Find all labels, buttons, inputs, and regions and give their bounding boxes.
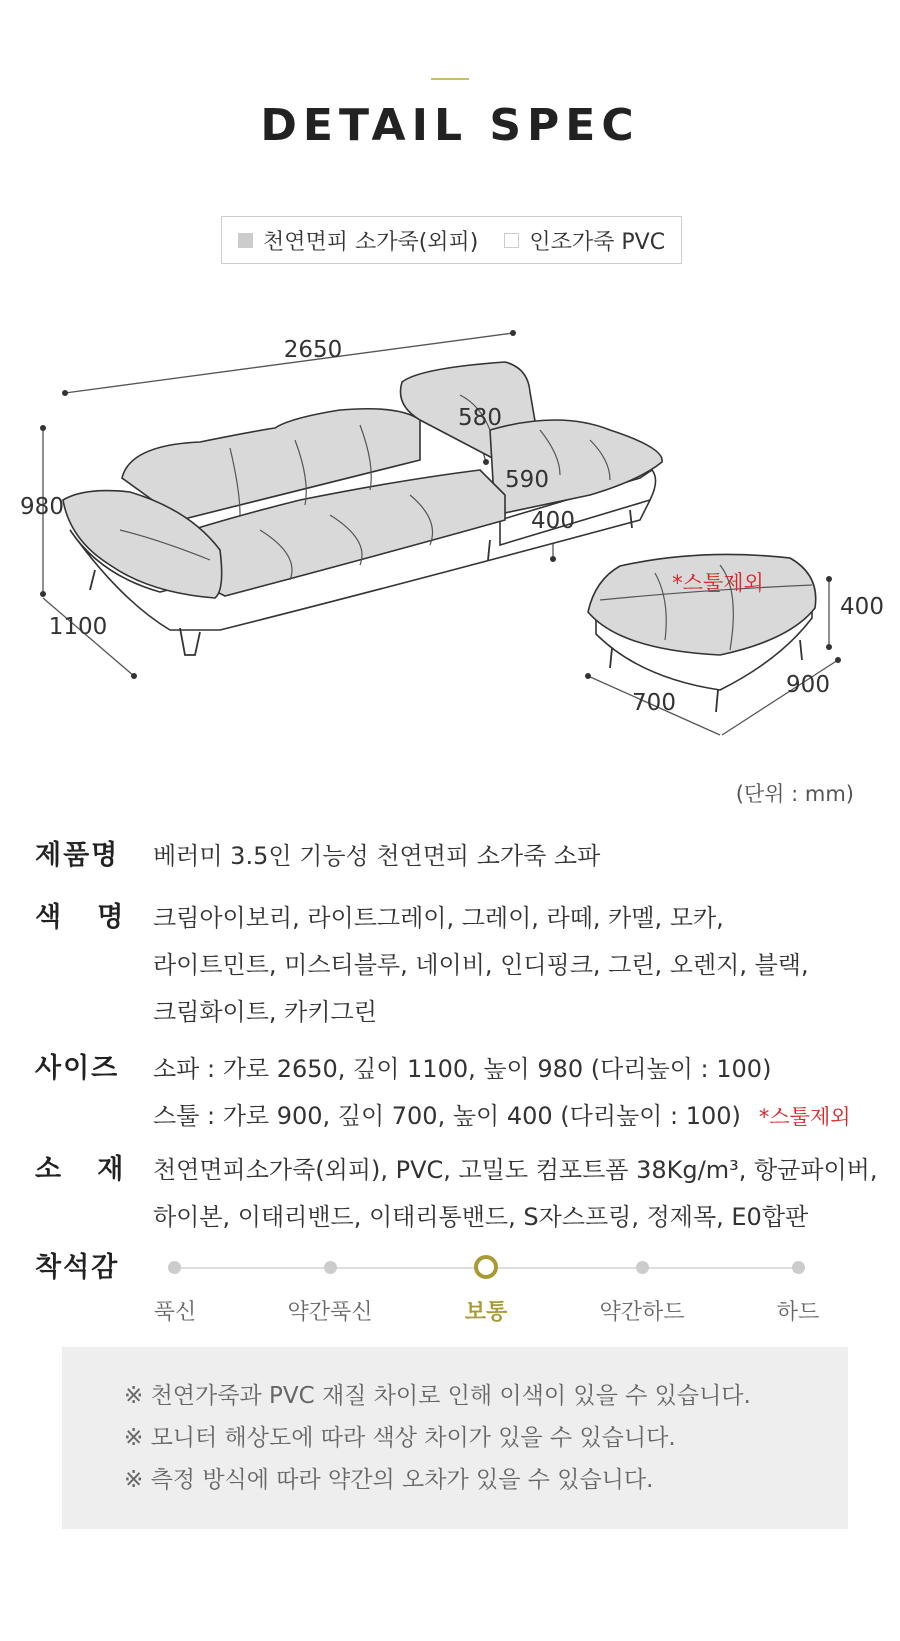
material-legend bbox=[221, 216, 682, 264]
spec-line: 소파 : 가로 2650, 깊이 1100, 높이 980 (다리높이 : 100) bbox=[153, 1055, 772, 1083]
unit-note: (단위 : mm) bbox=[735, 782, 854, 806]
spec-line: 크림화이트, 카키그린 bbox=[153, 998, 377, 1026]
firmness-level-label: 푹신 bbox=[153, 1300, 197, 1325]
spec-label: 소 재 bbox=[35, 1154, 126, 1185]
spec-label: 색 명 bbox=[35, 902, 126, 933]
spec-line: 크림아이보리, 라이트그레이, 그레이, 라떼, 카멜, 모카, bbox=[153, 904, 724, 932]
stool-exclusion-note: *스툴제외 bbox=[672, 571, 764, 595]
spec-value bbox=[153, 833, 600, 880]
spec-label: 사이즈 bbox=[35, 1053, 120, 1084]
firmness-level-label: 약간푹신 bbox=[287, 1300, 373, 1325]
spec-line: 라이트민트, 미스티블루, 네이비, 인디핑크, 그린, 오렌지, 블랙, bbox=[153, 951, 809, 979]
firmness-scale bbox=[137, 1250, 837, 1340]
filled-swatch-icon bbox=[238, 233, 253, 248]
firmness-point-selected bbox=[474, 1255, 498, 1279]
sofa-height-label: 980 bbox=[20, 494, 64, 520]
spec-label: 제품명 bbox=[35, 840, 120, 871]
spec-value bbox=[153, 895, 809, 1036]
sofa-width-label: 2650 bbox=[283, 337, 343, 363]
spec-line: 천연면피소가죽(외피), PVC, 고밀도 컴포트폼 38Kg/m³, 항균파이버, bbox=[153, 1156, 878, 1184]
page-title: DETAIL SPEC bbox=[260, 100, 640, 151]
firmness-level-label-selected: 보통 bbox=[464, 1300, 508, 1325]
empty-swatch-icon bbox=[504, 233, 519, 248]
notice-line: ※ 측정 방식에 따라 약간의 오차가 있을 수 있습니다. bbox=[124, 1467, 654, 1493]
notice-box bbox=[62, 1347, 848, 1529]
notice-line: ※ 천연가죽과 PVC 재질 차이로 인해 이색이 있을 수 있습니다. bbox=[124, 1383, 751, 1409]
stool-depth-label: 700 bbox=[632, 690, 676, 716]
notice-line: ※ 모니터 해상도에 따라 색상 차이가 있을 수 있습니다. bbox=[124, 1425, 676, 1451]
chaise-length-label: 580 bbox=[458, 405, 502, 431]
stool-exclusion-note: *스툴제외 bbox=[758, 1105, 851, 1129]
stool-height-label: 400 bbox=[840, 594, 884, 620]
spec-line: 하이본, 이태리밴드, 이태리통밴드, S자스프링, 정제목, E0합판 bbox=[153, 1203, 809, 1231]
legend-label: 천연면피 소가죽(외피) bbox=[262, 229, 479, 255]
firmness-point bbox=[792, 1261, 805, 1274]
firmness-point bbox=[636, 1261, 649, 1274]
seat-height-label: 400 bbox=[531, 508, 575, 534]
title-accent-line bbox=[431, 78, 469, 80]
spec-line: 베러미 3.5인 기능성 천연면피 소가죽 소파 bbox=[153, 842, 601, 870]
legend-item-pvc bbox=[504, 225, 665, 256]
stool-width-label: 900 bbox=[786, 672, 830, 698]
spec-label: 착석감 bbox=[35, 1252, 120, 1283]
sofa-depth-label: 1100 bbox=[48, 614, 108, 640]
firmness-point bbox=[324, 1261, 337, 1274]
spec-value bbox=[153, 1046, 851, 1141]
spec-line-with-note bbox=[153, 1093, 851, 1141]
firmness-level-label: 하드 bbox=[776, 1300, 820, 1325]
legend-item-leather bbox=[238, 225, 478, 256]
spec-value bbox=[153, 1147, 878, 1241]
spec-line: 스툴 : 가로 900, 깊이 700, 높이 400 (다리높이 : 100) bbox=[153, 1102, 741, 1130]
sofa-dimension-diagram bbox=[0, 300, 900, 740]
firmness-level-label: 약간하드 bbox=[599, 1300, 685, 1325]
chaise-width-label: 590 bbox=[505, 467, 549, 493]
legend-label: 인조가죽 PVC bbox=[529, 229, 666, 255]
firmness-point bbox=[168, 1261, 181, 1274]
